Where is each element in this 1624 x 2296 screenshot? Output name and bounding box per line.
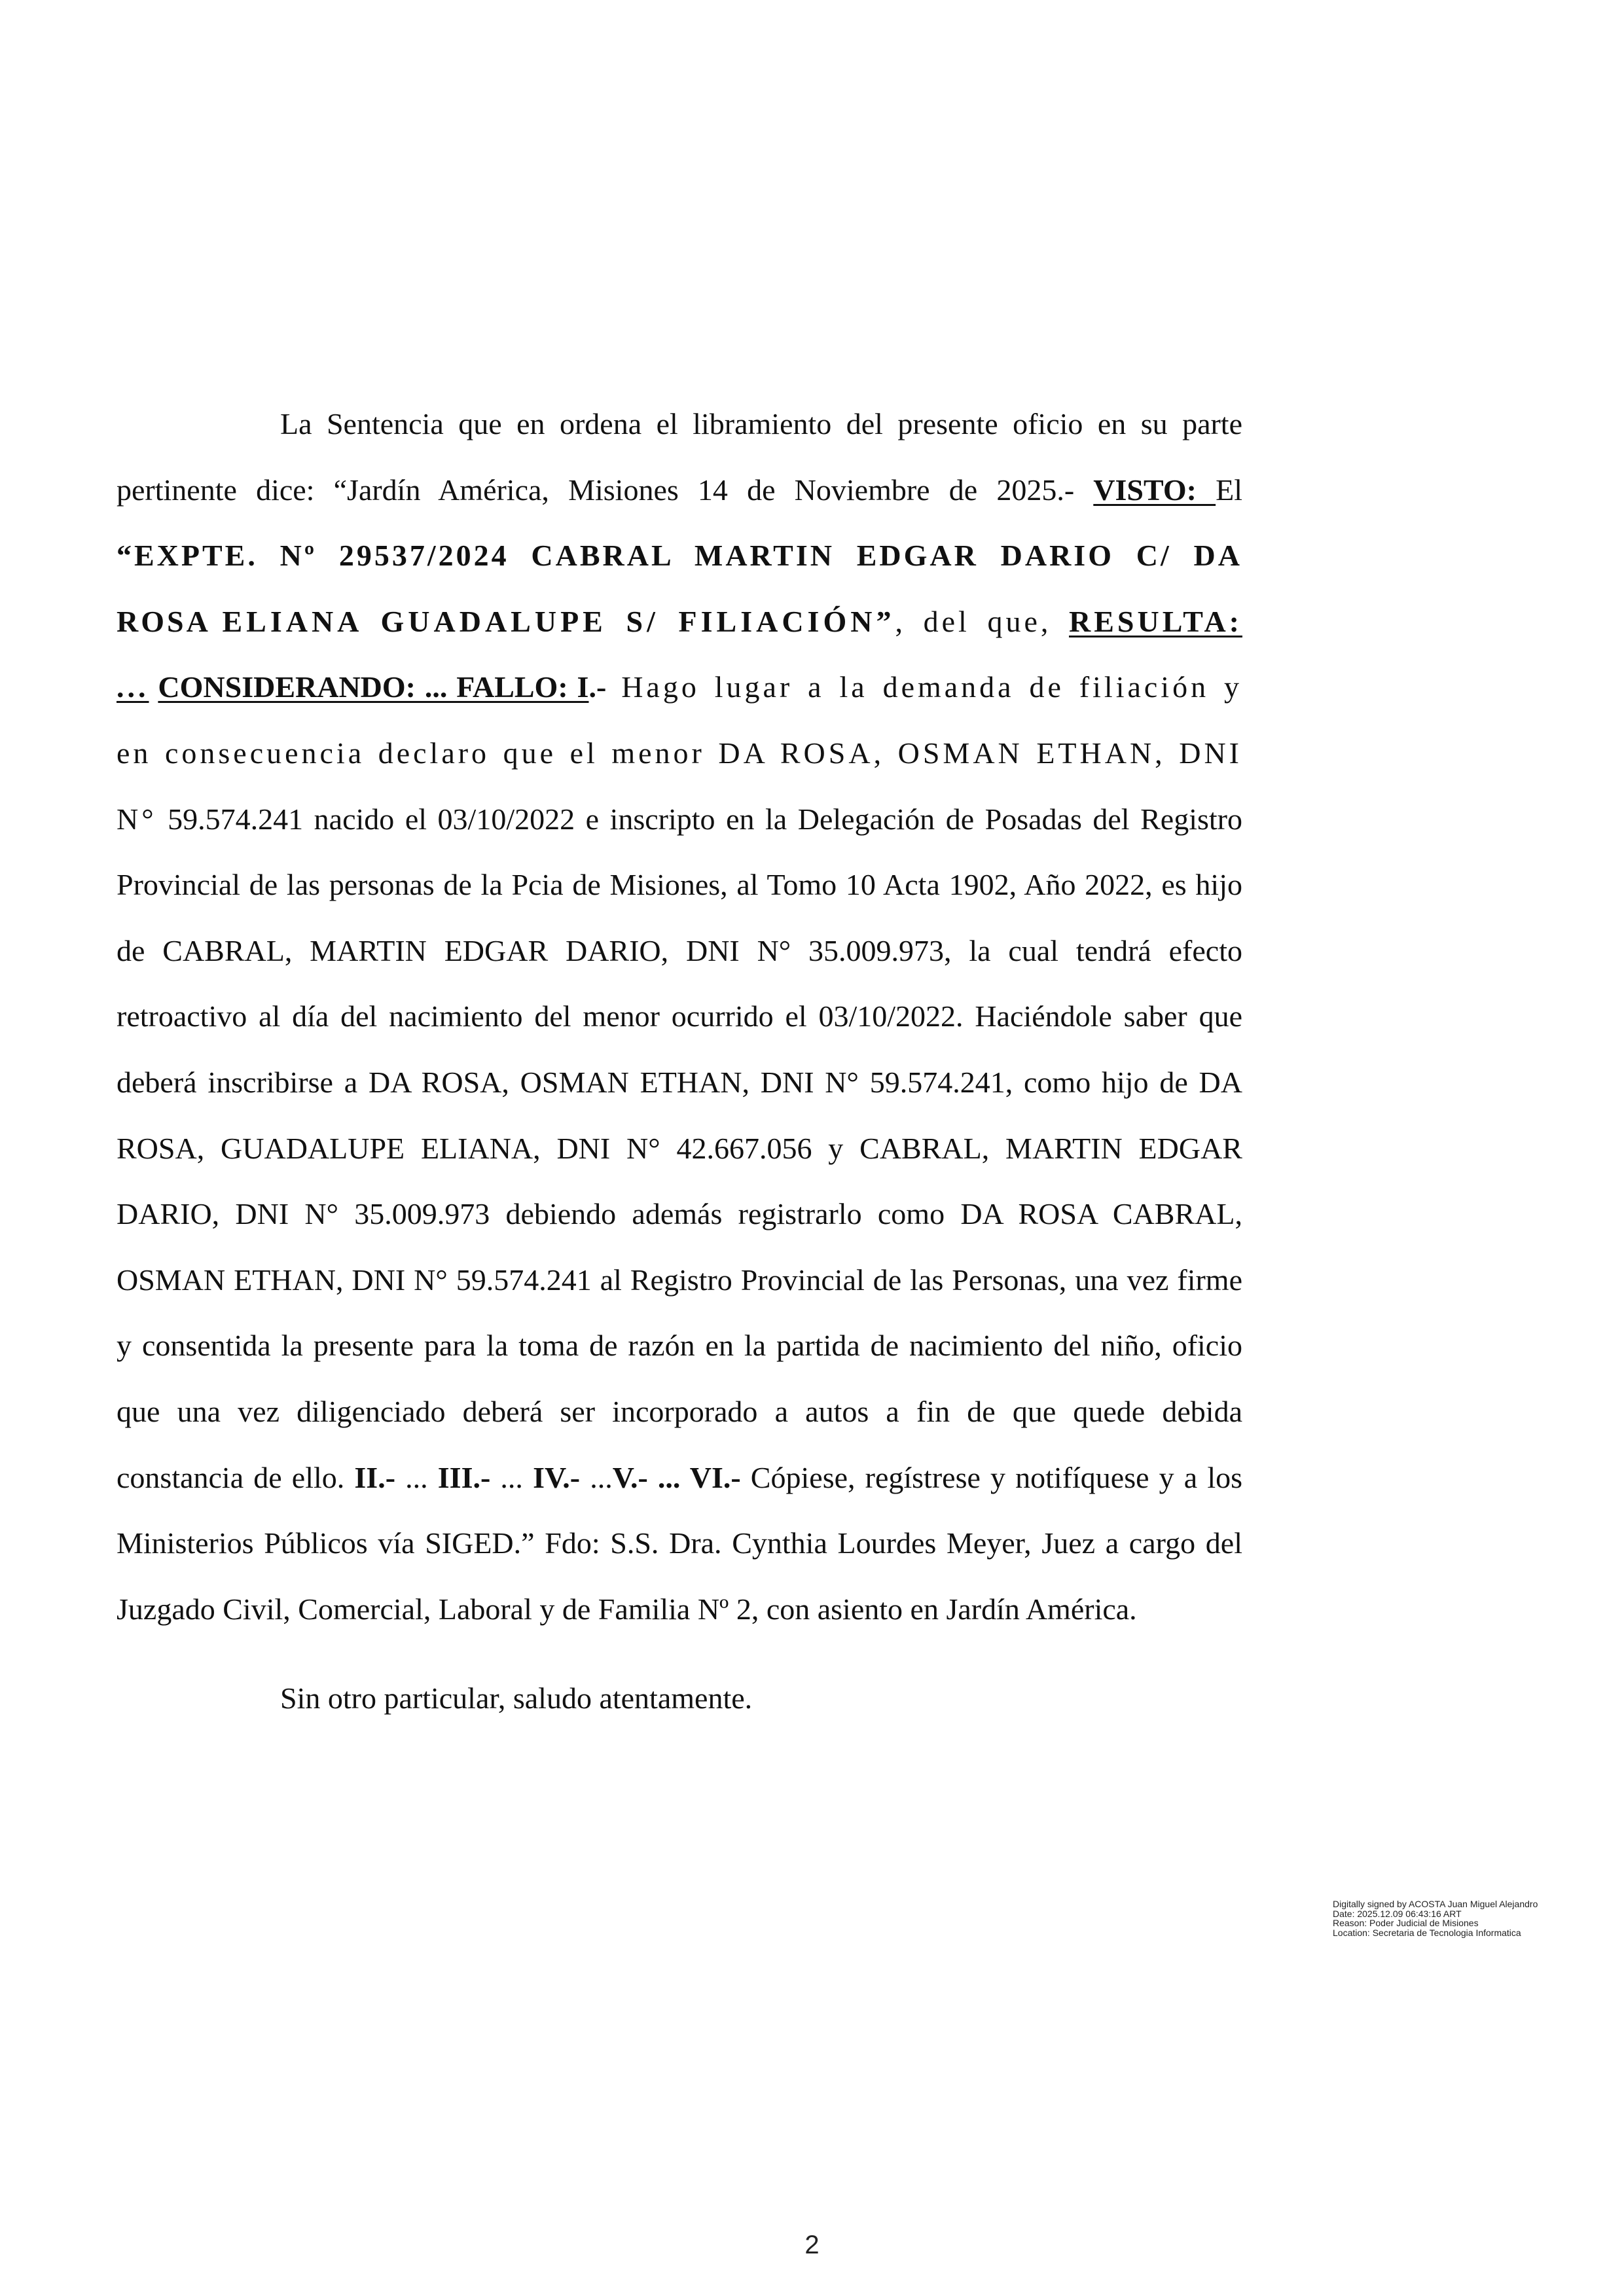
- resulta-label: RESULTA: ...: [117, 604, 1242, 704]
- sentence-paragraph: [117, 391, 1242, 1642]
- section-v: V.-: [612, 1460, 648, 1494]
- section-vi: VI.-: [689, 1460, 741, 1494]
- fallo-spaced-text: Hago lugar a la demanda de filiación y en consecuencia declaro que el menor DA ROSA, OSMAN ETHAN, DNI N°: [117, 670, 1242, 836]
- ellipsis-2: ...: [490, 1460, 533, 1494]
- page-number: 2: [804, 2231, 820, 2259]
- fallo-suffix: .-: [588, 670, 607, 704]
- closing-sentence-text: Cópiese, regístrese y notifíquese y a los Ministerios Públicos vía SIGED.” Fdo: S.S. Dra. Cynthia Lourdes Meyer, Juez a cargo del Juzgado Civil, Comercial, Laboral y de Familia Nº 2, con asiento en Jardín América.: [117, 1460, 1242, 1626]
- intro-text: La Sentencia que en ordena el libramiento del presente oficio en su parte pertinente dice: “Jardín América, Misiones 14 de Noviembre de 2025.-: [117, 407, 1242, 507]
- section-iv: IV.-: [533, 1460, 581, 1494]
- document-body: [117, 391, 1242, 1732]
- closing-salutation: Sin otro particular, saludo atentamente.: [280, 1681, 753, 1715]
- del-que-text: , del que,: [895, 604, 1070, 638]
- signature-date: Date: 2025.12.09 06:43:16 ART: [1333, 1908, 1462, 1919]
- ellipsis-1: ...: [395, 1460, 438, 1494]
- signature-reason: Reason: Poder Judicial de Misiones: [1333, 1918, 1479, 1928]
- signature-location: Location: Secretaria de Tecnologia Informatica: [1333, 1927, 1521, 1938]
- ellipsis-3: ...: [580, 1460, 613, 1494]
- ellipsis-4: ...: [647, 1460, 690, 1494]
- signature-signer: Digitally signed by ACOSTA Juan Miguel Alejandro: [1333, 1899, 1538, 1909]
- section-iii: III.-: [437, 1460, 491, 1494]
- section-ii: II.-: [354, 1460, 396, 1494]
- digital-signature: [1333, 1899, 1549, 1937]
- expte-title-line2: ELIANA GUADALUPE S/ FILIACIÓN”: [222, 604, 895, 638]
- after-visto-text: El: [1216, 473, 1242, 507]
- expte-title-line1: “EXPTE. Nº 29537/2024 CABRAL MARTIN EDGAR DARIO C/ DA ROSA: [117, 539, 1242, 638]
- considerando-fallo-label: CONSIDERANDO: ... FALLO: I: [158, 670, 589, 704]
- visto-label: VISTO:: [1093, 473, 1216, 507]
- fallo-main-text: 59.574.241 nacido el 03/10/2022 e inscripto en la Delegación de Posadas del Registro Provincial de las personas de la Pcia de Misiones, al Tomo 10 Acta 1902, Año 2022, es hijo de CABRAL, MARTIN EDGAR DARIO, DNI N° 35.009.973, la cual tendrá efecto retroactivo al día del nacimiento del menor ocurrido el 03/10/2022. Haciéndole saber que deberá inscribirse a DA ROSA, OSMAN ETHAN, DNI N° 59.574.241, como hijo de DA ROSA, GUADALUPE ELIANA, DNI N° 42.667.056 y CABRAL, MARTIN EDGAR DARIO, DNI N° 35.009.973 debiendo además registrarlo como DA ROSA CABRAL, OSMAN ETHAN, DNI N° 59.574.241 al Registro Provincial de las Personas, una vez firme y consentida la presente para la toma de razón en la partida de nacimiento del niño, oficio que una vez diligenciado deberá ser incorporado a autos a fin de que quede debida constancia de ello.: [117, 802, 1242, 1494]
